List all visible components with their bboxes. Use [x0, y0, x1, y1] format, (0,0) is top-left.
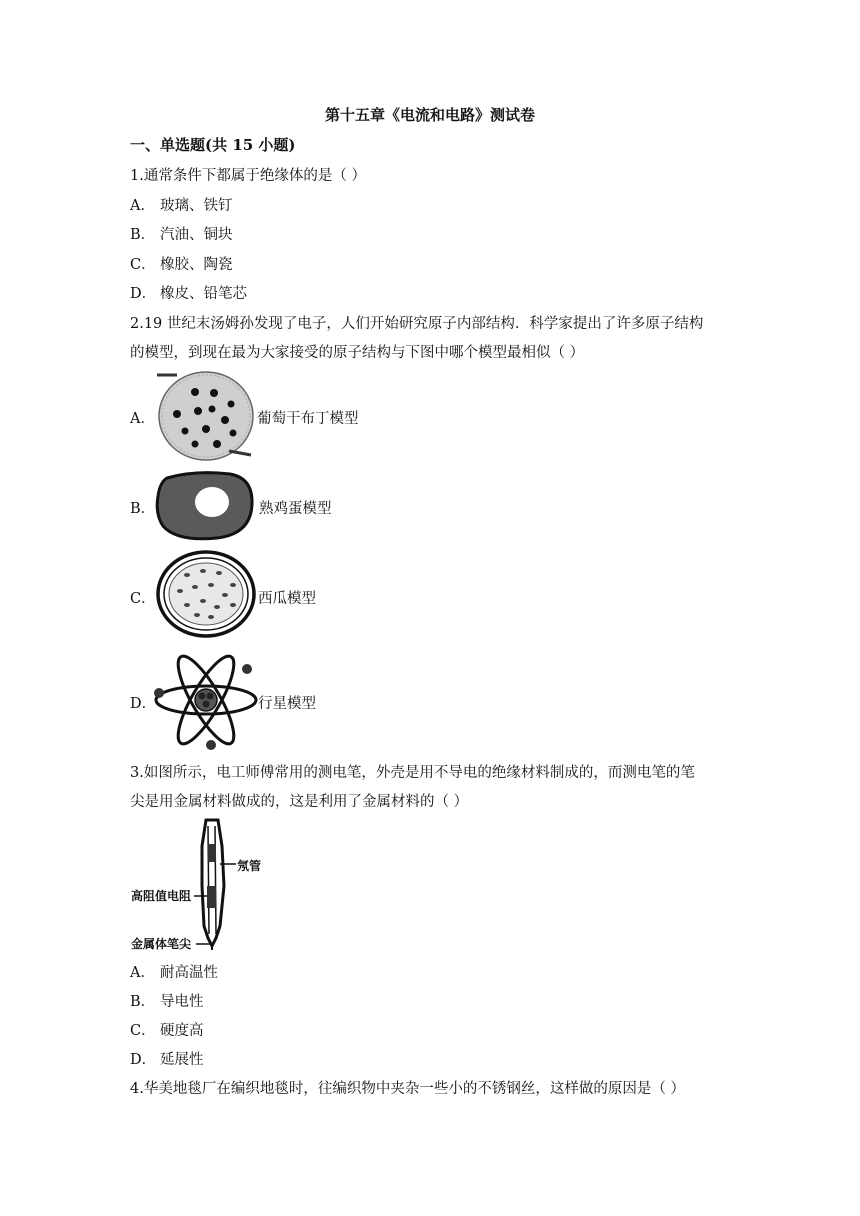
option-text: 玻璃、铁钉: [160, 198, 233, 214]
option-letter: B．: [130, 501, 156, 517]
option-text: 延展性: [160, 1052, 204, 1068]
option-text: 西瓜模型: [258, 591, 316, 607]
option-text: 行星模型: [258, 696, 316, 712]
question-2-stem-line2: 的模型，到现在最为大家接受的原子结构与下图中哪个模型最相似（ ）: [130, 345, 585, 361]
boiled-egg-model-icon: [155, 468, 257, 542]
option-text: 导电性: [160, 994, 204, 1010]
option-letter: C．: [130, 591, 156, 607]
option-text: 熟鸡蛋模型: [259, 501, 332, 517]
option-text: 葡萄干布丁模型: [257, 411, 359, 427]
option-text: 硬度高: [160, 1023, 204, 1039]
question-4-stem: 4.华美地毯厂在编织地毯时，往编织物中夹杂一些小的不锈钢丝，这样做的原因是（ ）: [130, 1081, 685, 1097]
option-text: 橡胶、陶瓷: [160, 257, 233, 273]
question-2-stem-line1: 2.19 世纪末汤姆孙发现了电子，人们开始研究原子内部结构．科学家提出了许多原子结构: [130, 316, 704, 332]
option-letter: D．: [130, 286, 157, 302]
option-letter: C．: [130, 1023, 156, 1039]
planetary-model-icon: [153, 649, 259, 751]
label-neon: 氖管: [237, 859, 262, 873]
option-letter: A．: [130, 198, 155, 214]
plum-pudding-model-icon: [155, 369, 255, 463]
question-3-stem-line2: 尖是用金属材料做成的，这是利用了金属材料的（ ）: [130, 794, 469, 810]
option-letter: D．: [130, 1052, 157, 1068]
section-title: 一、单选题(共 15 小题): [130, 136, 296, 154]
question-1-stem: 1.通常条件下都属于绝缘体的是（ ）: [130, 168, 366, 184]
question-3-stem-line1: 3.如图所示，电工师傅常用的测电笔，外壳是用不导电的绝缘材料制成的，而测电笔的笔: [130, 765, 695, 781]
page-title: 第十五章《电流和电路》测试卷: [324, 106, 535, 124]
label-tip: 金属体笔尖: [131, 937, 192, 951]
option-text: 耐高温性: [160, 965, 218, 981]
option-text: 橡皮、铅笔芯: [160, 286, 247, 302]
option-letter: B．: [130, 994, 156, 1010]
option-letter: A．: [130, 411, 155, 427]
option-letter: C．: [130, 257, 156, 273]
option-letter: A．: [130, 965, 155, 981]
option-letter: B．: [130, 227, 156, 243]
watermelon-model-icon: [155, 549, 257, 639]
option-text: 汽油、铜块: [160, 227, 233, 243]
label-resistor: 高阻值电阻: [131, 889, 192, 903]
option-letter: D．: [130, 696, 157, 712]
test-pen-icon: [128, 816, 278, 950]
